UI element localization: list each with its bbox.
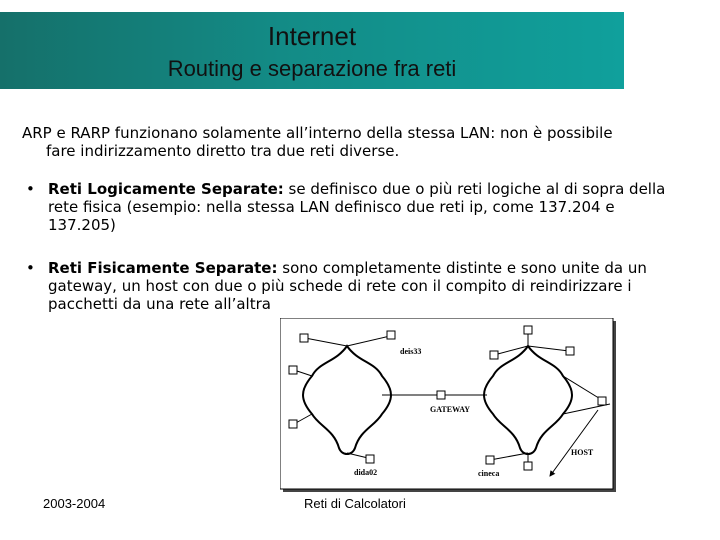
- page-title: Internet: [267, 21, 357, 51]
- label-gateway: GATEWAY: [430, 405, 471, 414]
- intro-line-2: fare indirizzamento diretto tra due reti diverse.: [46, 142, 400, 160]
- bullet-term: Reti Fisicamente Separate:: [48, 259, 278, 277]
- network-diagram: [280, 318, 616, 492]
- network-diagram-svg: [280, 318, 616, 492]
- bullet-marker: •: [26, 180, 35, 198]
- bullet-text: [48, 180, 668, 234]
- intro-line-1: ARP e RARP funzionano solamente all’interno della stessa LAN: non è possibile: [22, 124, 613, 142]
- bullet-text: [48, 259, 668, 313]
- footer-course: Reti di Calcolatori: [304, 496, 406, 511]
- label-dida02: dida02: [354, 468, 378, 477]
- bullet-term: Reti Logicamente Separate:: [48, 180, 284, 198]
- label-host: HOST: [571, 448, 594, 457]
- label-deis33: deis33: [400, 347, 422, 356]
- bullet-description: se definisco due o più reti logiche al di sopra della rete fisica (esempio: nella stessa LAN definisco due reti ip, come 137.204 e 137.205): [48, 180, 666, 234]
- bullet-description: sono completamente distinte e sono unite da un gateway, un host con due o più schede di rete con il compito di reindirizzare i pacchetti da una rete all’altra: [48, 259, 647, 313]
- bullet-marker: •: [26, 259, 35, 277]
- header-banner: [0, 12, 624, 89]
- intro-paragraph: [22, 124, 672, 160]
- footer-year: 2003-2004: [43, 496, 106, 511]
- label-cineca: cineca: [478, 469, 500, 478]
- page-subtitle: Routing e separazione fra reti: [167, 56, 457, 81]
